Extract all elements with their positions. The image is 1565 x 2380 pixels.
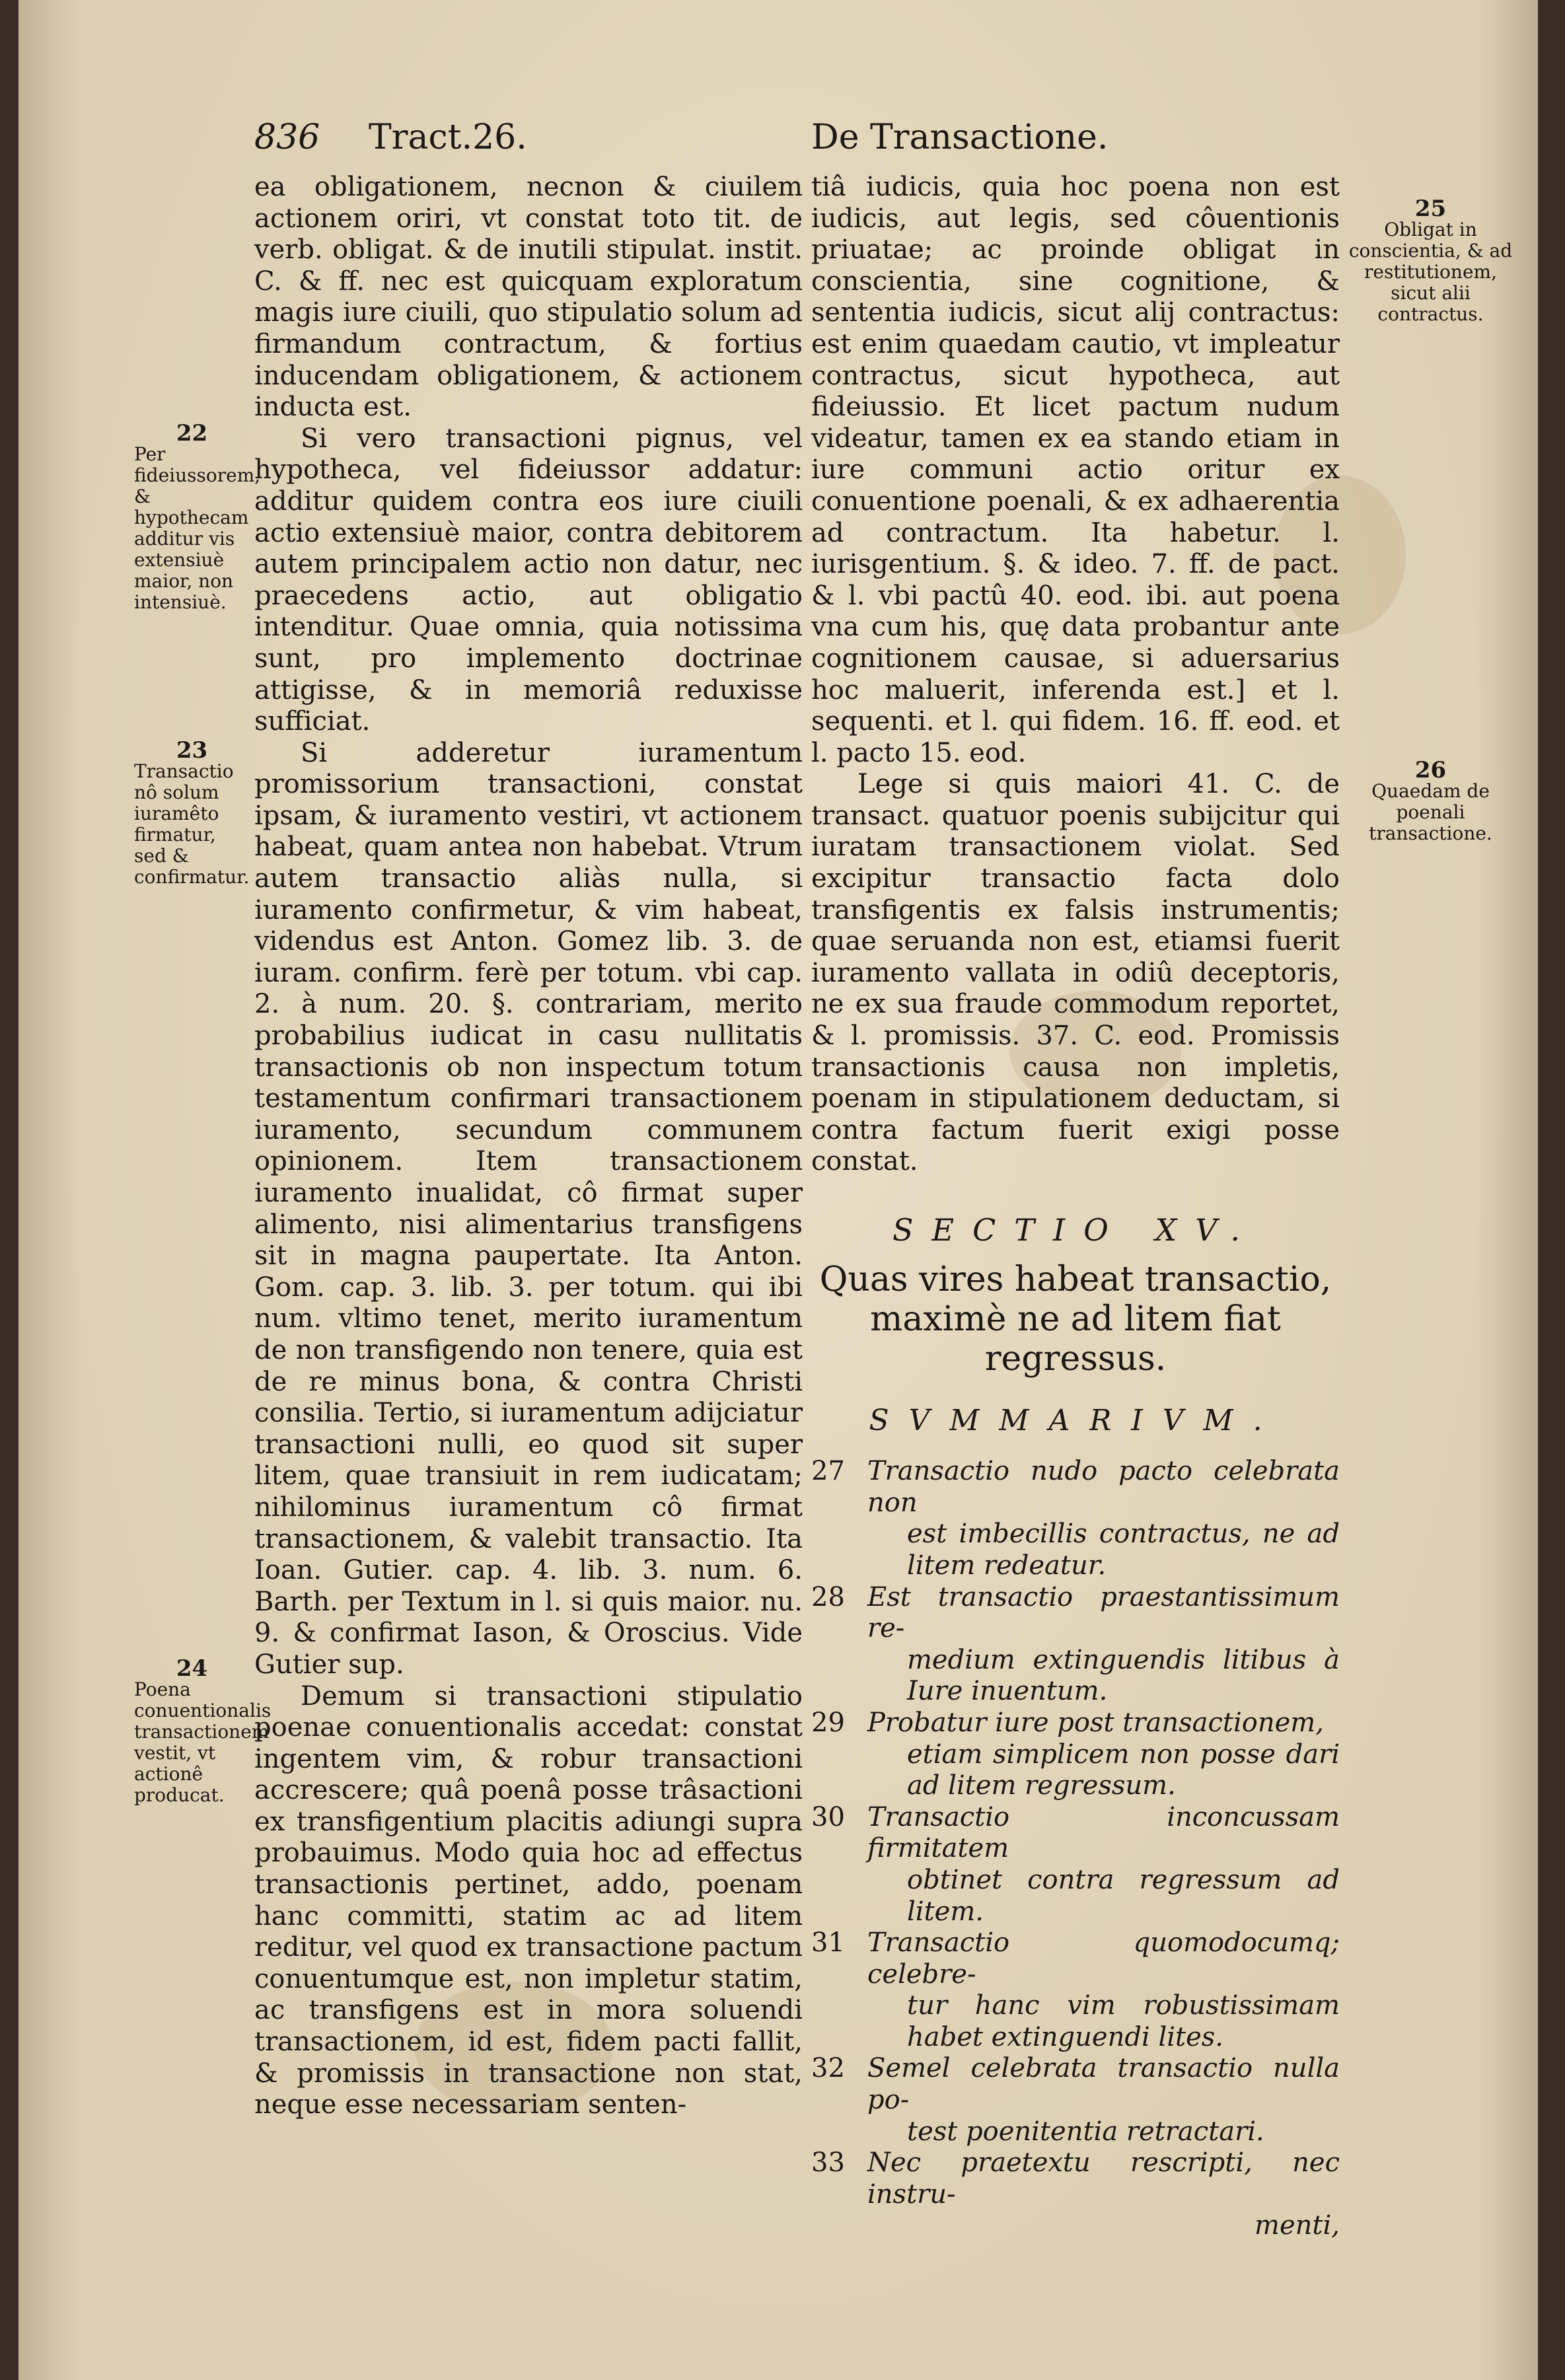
paragraph: Demum si transactioni stipulatio poenae conuentionalis accedat: constat ingentem vim, & robur transactioni accrescere; quâ poenâ posse trâsactioni ex transfigentium placitis adiungi supra probauimus. Modo quia hoc ad effectus transactionis pertinet, addo, poenam hanc committi, statim ac ad litem reditur, vel quod ex transactione pactum conuentumque est, non impletur statim, ac transfigens est in mora soluendi transactionem, id est, fidem pacti fallit, & promissis in transactione non stat, neque esse necessariam senten- xyxy=(254,1680,803,2120)
margin-note-text: Obligat in conscientia, & ad restitutionem, sicut alii contractus. xyxy=(1348,219,1513,325)
running-title-right: De Transactione. xyxy=(811,118,1109,157)
summary-item: 33 Nec praetextu rescripti, nec instru- menti, xyxy=(811,2147,1340,2241)
paragraph: Lege si quis maiori 41. C. de transact. quatuor poenis subijcitur qui iuratam transactionem violat. Sed excipitur transactio facta dolo transfigentis ex falsis instrumentis; quae seruanda non est, etiamsi fuerit iuramento vallata in odiû deceptoris, ne ex sua fraude commodum reportet, & l. promissis. 37. C. eod. Promissis transactionis causa non impletis, poenam in stipulationem deductam, si contra factum fuerit exigi posse constat. xyxy=(811,769,1340,1177)
margin-note xyxy=(1346,198,1515,325)
margin-note-text: Quaedam de poenali transactione. xyxy=(1369,780,1492,844)
margin-note xyxy=(134,737,250,888)
margin-note xyxy=(134,1655,272,1806)
paragraph: Si vero transactioni pignus, vel hypotheca, vel fideiussor addatur: additur quidem contra eos iure ciuili actio extensiuè maior, contra debitorem autem principalem actio non datur, nec praecedens actio, aut obligatio intenditur. Quae omnia, quia notissima sunt, pro implemento doctrinae attigisse, & in memoriâ reduxisse sufficiat. xyxy=(254,423,803,737)
margin-note-text: Poena conuentionalis transactionem vestit, vt actionê producat. xyxy=(134,1678,272,1806)
section-label: SECTIO XV. xyxy=(892,1212,1259,1248)
summary-item: 28 Est transactio praestantissimum re- medium extinguendis litibus à Iure inuentum. xyxy=(811,1581,1340,1707)
paragraph: tiâ iudicis, quia hoc poena non est iudicis, aut legis, sed côuentionis priuatae; ac proinde obligat in conscientia, sine cognitione, & sententia iudicis, sicut alij contractus: est enim quaedam cautio, vt impleatur contractus, sicut hypotheca, aut fideiussio. Et licet pactum nudum videatur, tamen ex ea stando etiam in iure communi actio oritur ex conuentione poenali, & ex adhaerentia ad contractum. Ita habetur. l. iurisgentium. §. & ideo. 7. ff. de pact. & l. vbi pactû 40. eod. ibi. aut poena vna cum his, quę data probantur ante cognitionem causae, si aduersarius hoc maluerit, inferenda est.] et l. sequenti. et l. qui fidem. 16. ff. eod. et l. pacto 15. eod. xyxy=(811,172,1340,768)
margin-note-number: 22 xyxy=(176,420,208,447)
summary-item: 32 Semel celebrata transactio nulla po- test poenitentia retractari. xyxy=(811,2053,1340,2147)
right-text-column xyxy=(811,172,1340,2242)
running-header xyxy=(18,112,1538,172)
margin-note-number: 26 xyxy=(1414,757,1447,783)
summary-label: SVMMARIVM. xyxy=(869,1403,1282,1437)
summary-item: 29 Probatur iure post transactionem, etiam simplicem non posse dari ad litem regressum. xyxy=(811,1707,1340,1801)
margin-note-text: Per fideiussorem, & hypothecam additur vis extensiuè maior, non intensiuè. xyxy=(134,443,261,613)
margin-note-number: 23 xyxy=(176,737,208,764)
summary-item: 31 Transactio quomodocumq; celebre- tur hanc vim robustissimam habet extinguendi lites. xyxy=(811,1928,1340,2052)
margin-note-number: 24 xyxy=(176,1655,208,1682)
section-title: Quas vires habeat transactio, maximè ne ad litem fiat regressus. xyxy=(819,1259,1332,1379)
margin-note-text: Transactio nô solum iuramêto firmatur, sed & confirmatur. xyxy=(134,760,250,888)
paragraph: ea obligationem, necnon & ciuilem actionem oriri, vt constat toto tit. de verb. obligat. & de inutili stipulat. instit. C. & ff. nec est quicquam exploratum magis iure ciuili, quo stipulatio solum ad firmandum contractum, & fortius inducendam obligationem, & actionem inducta est. xyxy=(254,172,803,423)
page-number: 836 xyxy=(254,118,320,157)
summary-item: 30 Transactio inconcussam firmitatem obtinet contra regressum ad litem. xyxy=(811,1801,1340,1927)
summary-item: 27 Transactio nudo pacto celebrata non est imbecillis contractus, ne ad litem redeatur. xyxy=(811,1456,1340,1581)
book-page xyxy=(18,0,1538,2380)
margin-note-number: 25 xyxy=(1414,196,1447,222)
paragraph: Si adderetur iuramentum promissorium transactioni, constat ipsam, & iuramento vestiri, vt actionem habeat, quam antea non habebat. Vtrum autem transactio aliàs nulla, si iuramento confirmetur, & vim habeat, videndus est Anton. Gomez lib. 3. de iuram. confirm. ferè per totum. vbi cap. 2. à num. 20. §. contrariam, merito probabilius iudicat in casu nullitatis transactionis ob non inspectum totum testamentum confirmari transactionem iuramento, secundum communem opinionem. Item transactionem iuramento inualidat, cô firmat super alimento, nisi alimentarius transfigens sit in magna paupertate. Ita Anton. Gom. cap. 3. lib. 3. per totum. qui ibi num. vltimo tenet, merito iuramentum de non transfigendo non tenere, quia est de re minus bona, & contra Christi consilia. Tertio, si iuramentum adijciatur transactioni nulli, eo quod sit super litem, quae transiuit in rem iudicatam; nihilominus iuramentum cô firmat transactionem, & valebit transactio. Ita Ioan. Gutier. cap. 4. lib. 3. num. 6. Barth. per Textum in l. si quis maior. nu. 9. & confirmat Iason, & Oroscius. Vide Gutier sup. xyxy=(254,737,803,1680)
left-text-column xyxy=(254,172,803,2121)
margin-note xyxy=(1346,757,1515,844)
running-title-left: Tract.26. xyxy=(369,118,527,157)
margin-note xyxy=(134,420,261,613)
